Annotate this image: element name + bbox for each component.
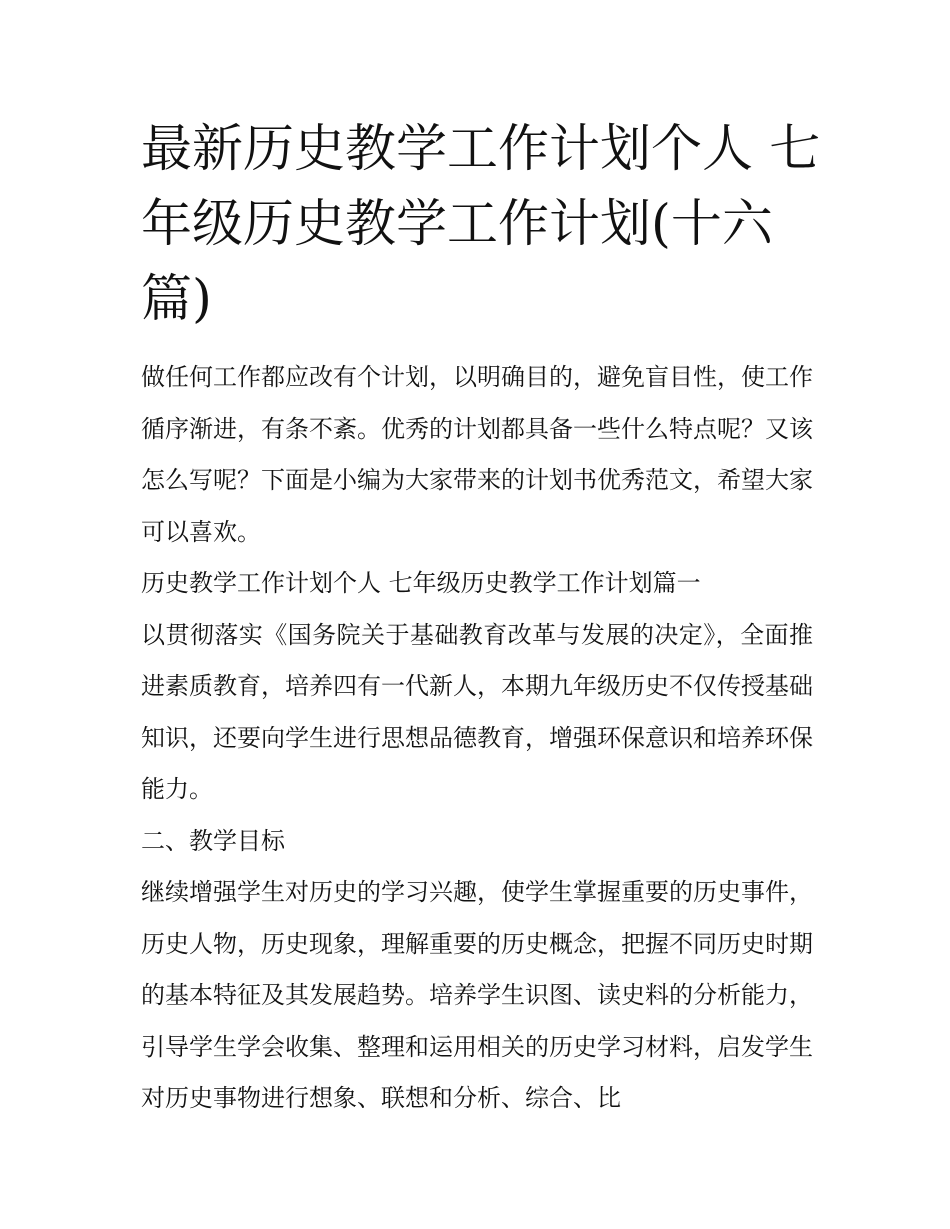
document-title: 最新历史教学工作计划个人 七年级历史教学工作计划(十六篇) — [141, 120, 821, 329]
intro-paragraph: 做任何工作都应改有个计划，以明确目的，避免盲目性，使工作循序渐进，有条不紊。优秀的计划都具备一些什么特点呢？又该怎么写呢？下面是小编为大家带来的计划书优秀范文，希望大家可以喜欢。 — [141, 363, 813, 546]
document-body — [141, 352, 813, 1125]
section-title: 历史教学工作计划个人 七年级历史教学工作计划篇一 — [141, 569, 701, 597]
subheading-teaching-goals: 二、教学目标 — [141, 826, 285, 855]
paragraph-1: 以贯彻落实《国务院关于基础教育改革与发展的决定》，全面推进素质教育，培养四有一代新人，本期九年级历史不仅传授基础知识，还要向学生进行思想品德教育，增强环保意识和培养环保能力。 — [141, 620, 813, 803]
paragraph-2: 继续增强学生对历史的学习兴趣，使学生掌握重要的历史事件，历史人物，历史现象，理解重要的历史概念，把握不同历史时期的基本特征及其发展趋势。培养学生识图、读史料的分析能力，引导学生学会收集、整理和运用相关的历史学习材料，启发学生对历史事物进行想象、联想和分析、综合、比 — [141, 878, 813, 1112]
